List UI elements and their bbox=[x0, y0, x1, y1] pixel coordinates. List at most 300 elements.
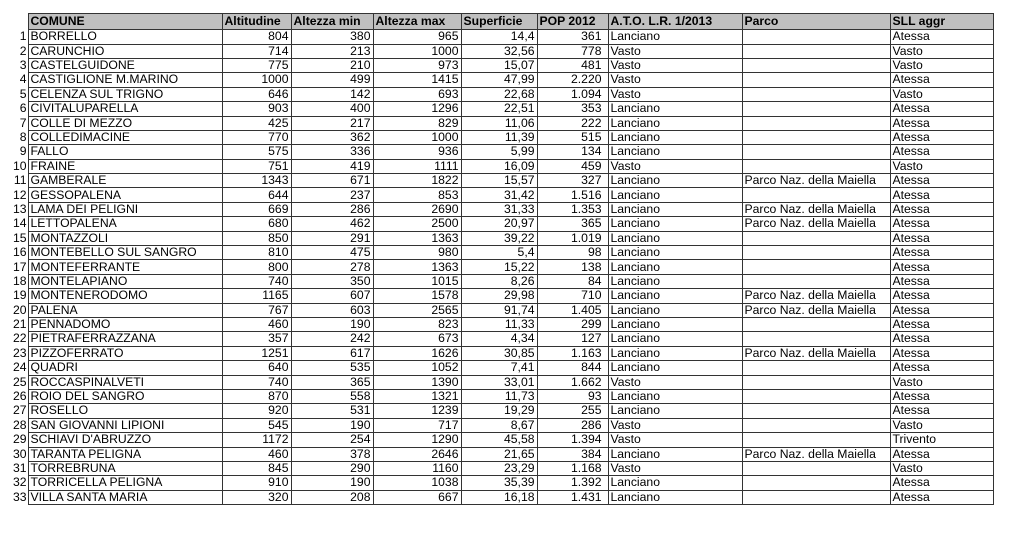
cell-comune[interactable]: MONTAZZOLI bbox=[28, 231, 222, 245]
cell-superficie[interactable]: 32,56 bbox=[461, 44, 537, 58]
cell-parco[interactable]: Parco Naz. della Maiella bbox=[742, 447, 890, 461]
cell-parco[interactable] bbox=[742, 361, 890, 375]
cell-comune[interactable]: LETTOPALENA bbox=[28, 217, 222, 231]
cell-ato[interactable]: Lanciano bbox=[608, 346, 742, 360]
cell-parco[interactable] bbox=[742, 375, 890, 389]
cell-superficie[interactable]: 31,42 bbox=[461, 188, 537, 202]
cell-superficie[interactable]: 23,29 bbox=[461, 461, 537, 475]
cell-sll-aggr[interactable]: Atessa bbox=[890, 217, 993, 231]
cell-altezza-max[interactable]: 1390 bbox=[373, 375, 461, 389]
cell-superficie[interactable]: 11,06 bbox=[461, 116, 537, 130]
cell-altezza-min[interactable]: 400 bbox=[291, 102, 373, 116]
cell-altezza-max[interactable]: 1000 bbox=[373, 44, 461, 58]
cell-parco[interactable] bbox=[742, 476, 890, 490]
cell-comune[interactable]: ROCCASPINALVETI bbox=[28, 375, 222, 389]
cell-altezza-min[interactable]: 362 bbox=[291, 130, 373, 144]
cell-superficie[interactable]: 11,73 bbox=[461, 389, 537, 403]
header-parco[interactable]: Parco bbox=[742, 14, 890, 30]
cell-altezza-max[interactable]: 853 bbox=[373, 188, 461, 202]
cell-altezza-max[interactable]: 2646 bbox=[373, 447, 461, 461]
cell-comune[interactable]: GAMBERALE bbox=[28, 174, 222, 188]
cell-pop-2012[interactable]: 1.168 bbox=[537, 461, 608, 475]
cell-sll-aggr[interactable]: Atessa bbox=[890, 447, 993, 461]
cell-superficie[interactable]: 91,74 bbox=[461, 303, 537, 317]
cell-ato[interactable]: Lanciano bbox=[608, 217, 742, 231]
cell-ato[interactable]: Lanciano bbox=[608, 361, 742, 375]
cell-altezza-max[interactable]: 1363 bbox=[373, 260, 461, 274]
cell-ato[interactable]: Vasto bbox=[608, 73, 742, 87]
cell-parco[interactable]: Parco Naz. della Maiella bbox=[742, 346, 890, 360]
cell-ato[interactable]: Lanciano bbox=[608, 303, 742, 317]
cell-sll-aggr[interactable]: Atessa bbox=[890, 389, 993, 403]
cell-comune[interactable]: TORRICELLA PELIGNA bbox=[28, 476, 222, 490]
cell-altezza-max[interactable]: 693 bbox=[373, 87, 461, 101]
cell-ato[interactable]: Lanciano bbox=[608, 476, 742, 490]
cell-altezza-max[interactable]: 1239 bbox=[373, 404, 461, 418]
cell-altezza-min[interactable]: 217 bbox=[291, 116, 373, 130]
cell-altitudine[interactable]: 357 bbox=[222, 332, 291, 346]
cell-comune[interactable]: FALLO bbox=[28, 145, 222, 159]
cell-superficie[interactable]: 5,99 bbox=[461, 145, 537, 159]
cell-superficie[interactable]: 14,4 bbox=[461, 30, 537, 44]
cell-sll-aggr[interactable]: Atessa bbox=[890, 332, 993, 346]
cell-parco[interactable] bbox=[742, 30, 890, 44]
cell-altezza-max[interactable]: 667 bbox=[373, 490, 461, 504]
cell-superficie[interactable]: 15,07 bbox=[461, 58, 537, 72]
cell-pop-2012[interactable]: 1.662 bbox=[537, 375, 608, 389]
cell-comune[interactable]: ROSELLO bbox=[28, 404, 222, 418]
cell-sll-aggr[interactable]: Vasto bbox=[890, 159, 993, 173]
cell-parco[interactable] bbox=[742, 73, 890, 87]
cell-sll-aggr[interactable]: Atessa bbox=[890, 246, 993, 260]
cell-ato[interactable]: Lanciano bbox=[608, 404, 742, 418]
cell-altezza-min[interactable]: 190 bbox=[291, 476, 373, 490]
header-superficie[interactable]: Superficie bbox=[461, 14, 537, 30]
cell-altitudine[interactable]: 740 bbox=[222, 274, 291, 288]
cell-altezza-max[interactable]: 1290 bbox=[373, 433, 461, 447]
cell-altitudine[interactable]: 640 bbox=[222, 361, 291, 375]
cell-altitudine[interactable]: 910 bbox=[222, 476, 291, 490]
cell-pop-2012[interactable]: 361 bbox=[537, 30, 608, 44]
cell-altitudine[interactable]: 810 bbox=[222, 246, 291, 260]
cell-altezza-min[interactable]: 378 bbox=[291, 447, 373, 461]
cell-pop-2012[interactable]: 1.163 bbox=[537, 346, 608, 360]
cell-altezza-min[interactable]: 558 bbox=[291, 389, 373, 403]
cell-comune[interactable]: VILLA SANTA MARIA bbox=[28, 490, 222, 504]
cell-altitudine[interactable]: 800 bbox=[222, 260, 291, 274]
cell-altezza-max[interactable]: 1111 bbox=[373, 159, 461, 173]
cell-comune[interactable]: MONTEBELLO SUL SANGRO bbox=[28, 246, 222, 260]
cell-altezza-min[interactable]: 286 bbox=[291, 202, 373, 216]
cell-superficie[interactable]: 33,01 bbox=[461, 375, 537, 389]
cell-comune[interactable]: GESSOPALENA bbox=[28, 188, 222, 202]
cell-pop-2012[interactable]: 1.405 bbox=[537, 303, 608, 317]
cell-comune[interactable]: CELENZA SUL TRIGNO bbox=[28, 87, 222, 101]
cell-altezza-max[interactable]: 1296 bbox=[373, 102, 461, 116]
cell-parco[interactable] bbox=[742, 404, 890, 418]
cell-altitudine[interactable]: 320 bbox=[222, 490, 291, 504]
cell-parco[interactable] bbox=[742, 246, 890, 260]
cell-pop-2012[interactable]: 286 bbox=[537, 418, 608, 432]
cell-comune[interactable]: LAMA DEI PELIGNI bbox=[28, 202, 222, 216]
cell-sll-aggr[interactable]: Vasto bbox=[890, 87, 993, 101]
cell-ato[interactable]: Lanciano bbox=[608, 145, 742, 159]
cell-comune[interactable]: MONTELAPIANO bbox=[28, 274, 222, 288]
cell-altezza-min[interactable]: 291 bbox=[291, 231, 373, 245]
cell-altezza-max[interactable]: 1626 bbox=[373, 346, 461, 360]
cell-altitudine[interactable]: 460 bbox=[222, 318, 291, 332]
cell-ato[interactable]: Vasto bbox=[608, 375, 742, 389]
cell-altezza-min[interactable]: 242 bbox=[291, 332, 373, 346]
cell-sll-aggr[interactable]: Atessa bbox=[890, 274, 993, 288]
cell-superficie[interactable]: 7,41 bbox=[461, 361, 537, 375]
cell-parco[interactable] bbox=[742, 116, 890, 130]
cell-pop-2012[interactable]: 384 bbox=[537, 447, 608, 461]
cell-parco[interactable]: Parco Naz. della Maiella bbox=[742, 217, 890, 231]
cell-pop-2012[interactable]: 327 bbox=[537, 174, 608, 188]
cell-comune[interactable]: CASTELGUIDONE bbox=[28, 58, 222, 72]
cell-ato[interactable]: Lanciano bbox=[608, 188, 742, 202]
cell-pop-2012[interactable]: 481 bbox=[537, 58, 608, 72]
cell-parco[interactable] bbox=[742, 389, 890, 403]
cell-parco[interactable] bbox=[742, 102, 890, 116]
cell-altezza-min[interactable]: 617 bbox=[291, 346, 373, 360]
cell-parco[interactable] bbox=[742, 130, 890, 144]
cell-sll-aggr[interactable]: Atessa bbox=[890, 260, 993, 274]
cell-altitudine[interactable]: 1172 bbox=[222, 433, 291, 447]
cell-sll-aggr[interactable]: Atessa bbox=[890, 231, 993, 245]
cell-ato[interactable]: Lanciano bbox=[608, 289, 742, 303]
cell-superficie[interactable]: 16,18 bbox=[461, 490, 537, 504]
cell-altitudine[interactable]: 646 bbox=[222, 87, 291, 101]
cell-pop-2012[interactable]: 84 bbox=[537, 274, 608, 288]
cell-altezza-max[interactable]: 1015 bbox=[373, 274, 461, 288]
cell-ato[interactable]: Vasto bbox=[608, 58, 742, 72]
cell-altezza-max[interactable]: 936 bbox=[373, 145, 461, 159]
cell-altitudine[interactable]: 775 bbox=[222, 58, 291, 72]
header-sll-aggr[interactable]: SLL aggr bbox=[890, 14, 993, 30]
cell-parco[interactable] bbox=[742, 490, 890, 504]
cell-parco[interactable] bbox=[742, 260, 890, 274]
cell-parco[interactable] bbox=[742, 44, 890, 58]
cell-altitudine[interactable]: 1251 bbox=[222, 346, 291, 360]
cell-altezza-max[interactable]: 1822 bbox=[373, 174, 461, 188]
cell-superficie[interactable]: 39,22 bbox=[461, 231, 537, 245]
cell-ato[interactable]: Lanciano bbox=[608, 318, 742, 332]
cell-pop-2012[interactable]: 365 bbox=[537, 217, 608, 231]
cell-ato[interactable]: Lanciano bbox=[608, 30, 742, 44]
cell-parco[interactable] bbox=[742, 159, 890, 173]
cell-altezza-min[interactable]: 365 bbox=[291, 375, 373, 389]
cell-sll-aggr[interactable]: Atessa bbox=[890, 174, 993, 188]
cell-altezza-max[interactable]: 2690 bbox=[373, 202, 461, 216]
cell-pop-2012[interactable]: 138 bbox=[537, 260, 608, 274]
cell-parco[interactable] bbox=[742, 145, 890, 159]
cell-altezza-min[interactable]: 475 bbox=[291, 246, 373, 260]
cell-altezza-min[interactable]: 350 bbox=[291, 274, 373, 288]
cell-altezza-max[interactable]: 1000 bbox=[373, 130, 461, 144]
cell-altitudine[interactable]: 850 bbox=[222, 231, 291, 245]
cell-altezza-max[interactable]: 1415 bbox=[373, 73, 461, 87]
cell-altitudine[interactable]: 903 bbox=[222, 102, 291, 116]
cell-ato[interactable]: Lanciano bbox=[608, 260, 742, 274]
cell-superficie[interactable]: 35,39 bbox=[461, 476, 537, 490]
cell-ato[interactable]: Lanciano bbox=[608, 332, 742, 346]
cell-altezza-max[interactable]: 1160 bbox=[373, 461, 461, 475]
cell-altitudine[interactable]: 460 bbox=[222, 447, 291, 461]
cell-ato[interactable]: Vasto bbox=[608, 159, 742, 173]
header-altitudine[interactable]: Altitudine bbox=[222, 14, 291, 30]
cell-superficie[interactable]: 11,39 bbox=[461, 130, 537, 144]
cell-superficie[interactable]: 29,98 bbox=[461, 289, 537, 303]
cell-pop-2012[interactable]: 1.431 bbox=[537, 490, 608, 504]
cell-parco[interactable]: Parco Naz. della Maiella bbox=[742, 289, 890, 303]
cell-ato[interactable]: Lanciano bbox=[608, 231, 742, 245]
cell-comune[interactable]: CARUNCHIO bbox=[28, 44, 222, 58]
cell-sll-aggr[interactable]: Atessa bbox=[890, 202, 993, 216]
cell-altezza-min[interactable]: 208 bbox=[291, 490, 373, 504]
cell-parco[interactable] bbox=[742, 274, 890, 288]
cell-superficie[interactable]: 22,51 bbox=[461, 102, 537, 116]
cell-pop-2012[interactable]: 1.516 bbox=[537, 188, 608, 202]
cell-ato[interactable]: Vasto bbox=[608, 44, 742, 58]
cell-altezza-min[interactable]: 380 bbox=[291, 30, 373, 44]
cell-superficie[interactable]: 16,09 bbox=[461, 159, 537, 173]
cell-altitudine[interactable]: 545 bbox=[222, 418, 291, 432]
cell-parco[interactable] bbox=[742, 461, 890, 475]
cell-ato[interactable]: Lanciano bbox=[608, 102, 742, 116]
cell-parco[interactable] bbox=[742, 332, 890, 346]
cell-altezza-max[interactable]: 1578 bbox=[373, 289, 461, 303]
cell-superficie[interactable]: 47,99 bbox=[461, 73, 537, 87]
cell-pop-2012[interactable]: 353 bbox=[537, 102, 608, 116]
cell-ato[interactable]: Lanciano bbox=[608, 174, 742, 188]
cell-comune[interactable]: SCHIAVI D'ABRUZZO bbox=[28, 433, 222, 447]
cell-altezza-min[interactable]: 603 bbox=[291, 303, 373, 317]
cell-parco[interactable] bbox=[742, 231, 890, 245]
cell-comune[interactable]: CIVITALUPARELLA bbox=[28, 102, 222, 116]
cell-altitudine[interactable]: 767 bbox=[222, 303, 291, 317]
cell-ato[interactable]: Lanciano bbox=[608, 274, 742, 288]
cell-sll-aggr[interactable]: Vasto bbox=[890, 461, 993, 475]
cell-altitudine[interactable]: 870 bbox=[222, 389, 291, 403]
cell-altezza-min[interactable]: 499 bbox=[291, 73, 373, 87]
cell-comune[interactable]: MONTEFERRANTE bbox=[28, 260, 222, 274]
cell-ato[interactable]: Vasto bbox=[608, 461, 742, 475]
cell-pop-2012[interactable]: 255 bbox=[537, 404, 608, 418]
cell-altezza-max[interactable]: 2500 bbox=[373, 217, 461, 231]
cell-altitudine[interactable]: 804 bbox=[222, 30, 291, 44]
cell-pop-2012[interactable]: 93 bbox=[537, 389, 608, 403]
cell-altezza-max[interactable]: 980 bbox=[373, 246, 461, 260]
cell-ato[interactable]: Vasto bbox=[608, 87, 742, 101]
cell-superficie[interactable]: 11,33 bbox=[461, 318, 537, 332]
cell-comune[interactable]: FRAINE bbox=[28, 159, 222, 173]
cell-sll-aggr[interactable]: Trivento bbox=[890, 433, 993, 447]
cell-altezza-max[interactable]: 965 bbox=[373, 30, 461, 44]
cell-ato[interactable]: Lanciano bbox=[608, 130, 742, 144]
cell-pop-2012[interactable]: 98 bbox=[537, 246, 608, 260]
cell-superficie[interactable]: 31,33 bbox=[461, 202, 537, 216]
cell-pop-2012[interactable]: 710 bbox=[537, 289, 608, 303]
cell-sll-aggr[interactable]: Atessa bbox=[890, 130, 993, 144]
cell-altitudine[interactable]: 425 bbox=[222, 116, 291, 130]
cell-comune[interactable]: PIZZOFERRATO bbox=[28, 346, 222, 360]
cell-altezza-min[interactable]: 190 bbox=[291, 318, 373, 332]
cell-pop-2012[interactable]: 1.094 bbox=[537, 87, 608, 101]
cell-altitudine[interactable]: 1343 bbox=[222, 174, 291, 188]
cell-pop-2012[interactable]: 1.394 bbox=[537, 433, 608, 447]
cell-pop-2012[interactable]: 459 bbox=[537, 159, 608, 173]
cell-parco[interactable]: Parco Naz. della Maiella bbox=[742, 174, 890, 188]
cell-altezza-max[interactable]: 717 bbox=[373, 418, 461, 432]
cell-superficie[interactable]: 30,85 bbox=[461, 346, 537, 360]
cell-altezza-max[interactable]: 673 bbox=[373, 332, 461, 346]
cell-superficie[interactable]: 15,57 bbox=[461, 174, 537, 188]
cell-ato[interactable]: Lanciano bbox=[608, 116, 742, 130]
cell-altezza-min[interactable]: 254 bbox=[291, 433, 373, 447]
cell-sll-aggr[interactable]: Vasto bbox=[890, 58, 993, 72]
cell-altezza-min[interactable]: 419 bbox=[291, 159, 373, 173]
cell-ato[interactable]: Lanciano bbox=[608, 490, 742, 504]
cell-parco[interactable]: Parco Naz. della Maiella bbox=[742, 303, 890, 317]
cell-altitudine[interactable]: 680 bbox=[222, 217, 291, 231]
cell-comune[interactable]: SAN GIOVANNI LIPIONI bbox=[28, 418, 222, 432]
cell-altezza-max[interactable]: 1052 bbox=[373, 361, 461, 375]
cell-altezza-min[interactable]: 535 bbox=[291, 361, 373, 375]
cell-sll-aggr[interactable]: Atessa bbox=[890, 318, 993, 332]
cell-pop-2012[interactable]: 2.220 bbox=[537, 73, 608, 87]
cell-parco[interactable]: Parco Naz. della Maiella bbox=[742, 202, 890, 216]
cell-altitudine[interactable]: 714 bbox=[222, 44, 291, 58]
cell-sll-aggr[interactable]: Atessa bbox=[890, 361, 993, 375]
cell-altezza-min[interactable]: 671 bbox=[291, 174, 373, 188]
cell-sll-aggr[interactable]: Vasto bbox=[890, 375, 993, 389]
cell-altitudine[interactable]: 644 bbox=[222, 188, 291, 202]
cell-pop-2012[interactable]: 1.019 bbox=[537, 231, 608, 245]
cell-altezza-min[interactable]: 213 bbox=[291, 44, 373, 58]
cell-sll-aggr[interactable]: Atessa bbox=[890, 490, 993, 504]
header-ato[interactable]: A.T.O. L.R. 1/2013 bbox=[608, 14, 742, 30]
cell-superficie[interactable]: 15,22 bbox=[461, 260, 537, 274]
cell-pop-2012[interactable]: 778 bbox=[537, 44, 608, 58]
header-altezza-max[interactable]: Altezza max bbox=[373, 14, 461, 30]
cell-superficie[interactable]: 19,29 bbox=[461, 404, 537, 418]
cell-parco[interactable] bbox=[742, 58, 890, 72]
cell-superficie[interactable]: 22,68 bbox=[461, 87, 537, 101]
header-comune[interactable]: COMUNE bbox=[28, 14, 222, 30]
cell-superficie[interactable]: 8,26 bbox=[461, 274, 537, 288]
cell-comune[interactable]: ROIO DEL SANGRO bbox=[28, 389, 222, 403]
cell-pop-2012[interactable]: 127 bbox=[537, 332, 608, 346]
cell-superficie[interactable]: 5,4 bbox=[461, 246, 537, 260]
cell-comune[interactable]: CASTIGLIONE M.MARINO bbox=[28, 73, 222, 87]
cell-comune[interactable]: PIETRAFERRAZZANA bbox=[28, 332, 222, 346]
cell-altitudine[interactable]: 1000 bbox=[222, 73, 291, 87]
cell-pop-2012[interactable]: 1.392 bbox=[537, 476, 608, 490]
cell-sll-aggr[interactable]: Atessa bbox=[890, 102, 993, 116]
cell-parco[interactable] bbox=[742, 318, 890, 332]
cell-sll-aggr[interactable]: Atessa bbox=[890, 476, 993, 490]
cell-sll-aggr[interactable]: Atessa bbox=[890, 188, 993, 202]
cell-altezza-min[interactable]: 142 bbox=[291, 87, 373, 101]
cell-altezza-min[interactable]: 531 bbox=[291, 404, 373, 418]
cell-superficie[interactable]: 45,58 bbox=[461, 433, 537, 447]
cell-altezza-min[interactable]: 462 bbox=[291, 217, 373, 231]
cell-sll-aggr[interactable]: Atessa bbox=[890, 303, 993, 317]
cell-altezza-max[interactable]: 1321 bbox=[373, 389, 461, 403]
cell-comune[interactable]: PALENA bbox=[28, 303, 222, 317]
header-altezza-min[interactable]: Altezza min bbox=[291, 14, 373, 30]
cell-comune[interactable]: COLLE DI MEZZO bbox=[28, 116, 222, 130]
cell-altezza-min[interactable]: 210 bbox=[291, 58, 373, 72]
cell-altitudine[interactable]: 770 bbox=[222, 130, 291, 144]
cell-superficie[interactable]: 21,65 bbox=[461, 447, 537, 461]
cell-pop-2012[interactable]: 134 bbox=[537, 145, 608, 159]
cell-altitudine[interactable]: 575 bbox=[222, 145, 291, 159]
cell-comune[interactable]: TORREBRUNA bbox=[28, 461, 222, 475]
cell-superficie[interactable]: 4,34 bbox=[461, 332, 537, 346]
cell-ato[interactable]: Vasto bbox=[608, 418, 742, 432]
cell-altezza-min[interactable]: 336 bbox=[291, 145, 373, 159]
cell-altezza-max[interactable]: 2565 bbox=[373, 303, 461, 317]
cell-altezza-max[interactable]: 1038 bbox=[373, 476, 461, 490]
cell-superficie[interactable]: 8,67 bbox=[461, 418, 537, 432]
cell-ato[interactable]: Lanciano bbox=[608, 389, 742, 403]
cell-parco[interactable] bbox=[742, 188, 890, 202]
cell-superficie[interactable]: 20,97 bbox=[461, 217, 537, 231]
cell-pop-2012[interactable]: 222 bbox=[537, 116, 608, 130]
cell-parco[interactable] bbox=[742, 418, 890, 432]
cell-sll-aggr[interactable]: Atessa bbox=[890, 30, 993, 44]
cell-comune[interactable]: MONTENERODOMO bbox=[28, 289, 222, 303]
cell-pop-2012[interactable]: 1.353 bbox=[537, 202, 608, 216]
cell-parco[interactable] bbox=[742, 87, 890, 101]
cell-sll-aggr[interactable]: Atessa bbox=[890, 404, 993, 418]
cell-ato[interactable]: Lanciano bbox=[608, 447, 742, 461]
cell-comune[interactable]: PENNADOMO bbox=[28, 318, 222, 332]
cell-sll-aggr[interactable]: Atessa bbox=[890, 145, 993, 159]
cell-altitudine[interactable]: 751 bbox=[222, 159, 291, 173]
cell-altezza-min[interactable]: 278 bbox=[291, 260, 373, 274]
cell-altezza-min[interactable]: 607 bbox=[291, 289, 373, 303]
cell-altezza-max[interactable]: 823 bbox=[373, 318, 461, 332]
cell-sll-aggr[interactable]: Atessa bbox=[890, 346, 993, 360]
cell-ato[interactable]: Lanciano bbox=[608, 202, 742, 216]
cell-sll-aggr[interactable]: Vasto bbox=[890, 44, 993, 58]
cell-comune[interactable]: COLLEDIMACINE bbox=[28, 130, 222, 144]
cell-ato[interactable]: Lanciano bbox=[608, 246, 742, 260]
cell-parco[interactable] bbox=[742, 433, 890, 447]
cell-comune[interactable]: BORRELLO bbox=[28, 30, 222, 44]
cell-altitudine[interactable]: 1165 bbox=[222, 289, 291, 303]
cell-altitudine[interactable]: 669 bbox=[222, 202, 291, 216]
header-pop-2012[interactable]: POP 2012 bbox=[537, 14, 608, 30]
cell-altezza-max[interactable]: 973 bbox=[373, 58, 461, 72]
cell-ato[interactable]: Vasto bbox=[608, 433, 742, 447]
cell-altezza-min[interactable]: 237 bbox=[291, 188, 373, 202]
cell-sll-aggr[interactable]: Atessa bbox=[890, 73, 993, 87]
cell-comune[interactable]: QUADRI bbox=[28, 361, 222, 375]
cell-altitudine[interactable]: 920 bbox=[222, 404, 291, 418]
cell-pop-2012[interactable]: 515 bbox=[537, 130, 608, 144]
cell-sll-aggr[interactable]: Atessa bbox=[890, 116, 993, 130]
cell-altitudine[interactable]: 845 bbox=[222, 461, 291, 475]
cell-altezza-min[interactable]: 290 bbox=[291, 461, 373, 475]
cell-pop-2012[interactable]: 299 bbox=[537, 318, 608, 332]
cell-comune[interactable]: TARANTA PELIGNA bbox=[28, 447, 222, 461]
cell-sll-aggr[interactable]: Atessa bbox=[890, 289, 993, 303]
